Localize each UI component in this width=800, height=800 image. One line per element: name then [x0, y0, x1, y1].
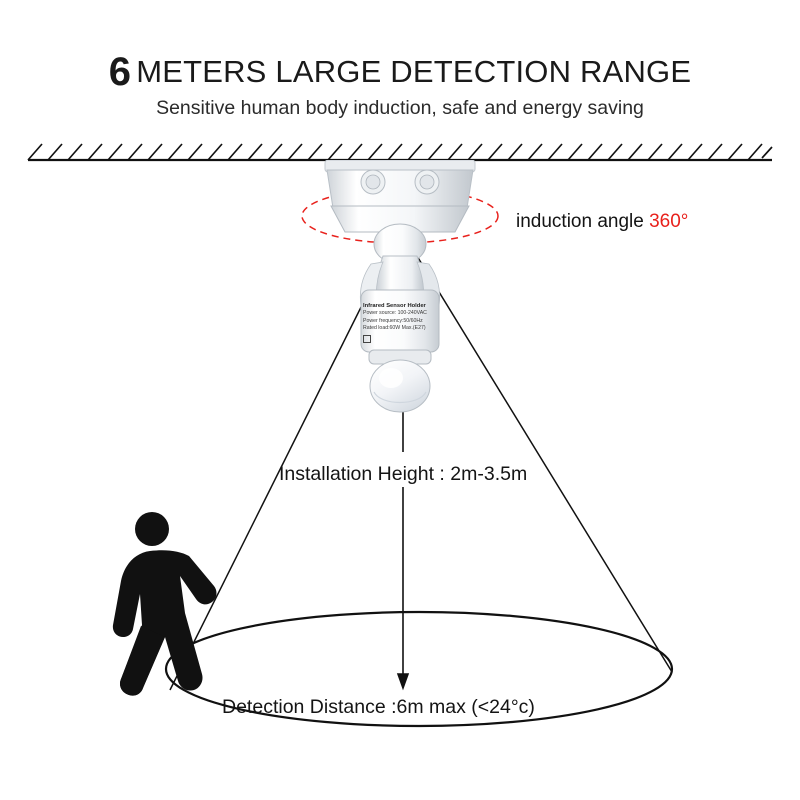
walking-person-icon — [113, 512, 217, 696]
detection-distance-annotation: Detection Distance :6m max (<24°c) — [222, 696, 535, 718]
installation-height-annotation: Installation Height : 2m-3.5m — [279, 463, 528, 485]
device-label-frequency: Power frequency:50/60Hz — [363, 317, 423, 324]
ceiling-hatch-icon — [28, 144, 772, 160]
device-label-title: Infrared Sensor Holder — [363, 303, 426, 309]
induction-angle-label: induction angle — [516, 211, 650, 232]
ce-mark-icon — [363, 335, 371, 343]
title-number: 6 — [108, 50, 132, 94]
page-subtitle: Sensitive human body induction, safe and energy saving — [156, 97, 644, 119]
title-text: METERS LARGE DETECTION RANGE — [136, 54, 692, 89]
induction-angle-annotation — [516, 211, 688, 233]
sensor-device-icon — [305, 160, 495, 422]
device-label-power-source: Power source: 100-240VAC — [363, 310, 427, 317]
induction-angle-value: 360° — [649, 211, 689, 232]
device-label — [363, 303, 447, 346]
device-label-rated-load: Rated load:60W Max.(E27) — [363, 325, 426, 332]
